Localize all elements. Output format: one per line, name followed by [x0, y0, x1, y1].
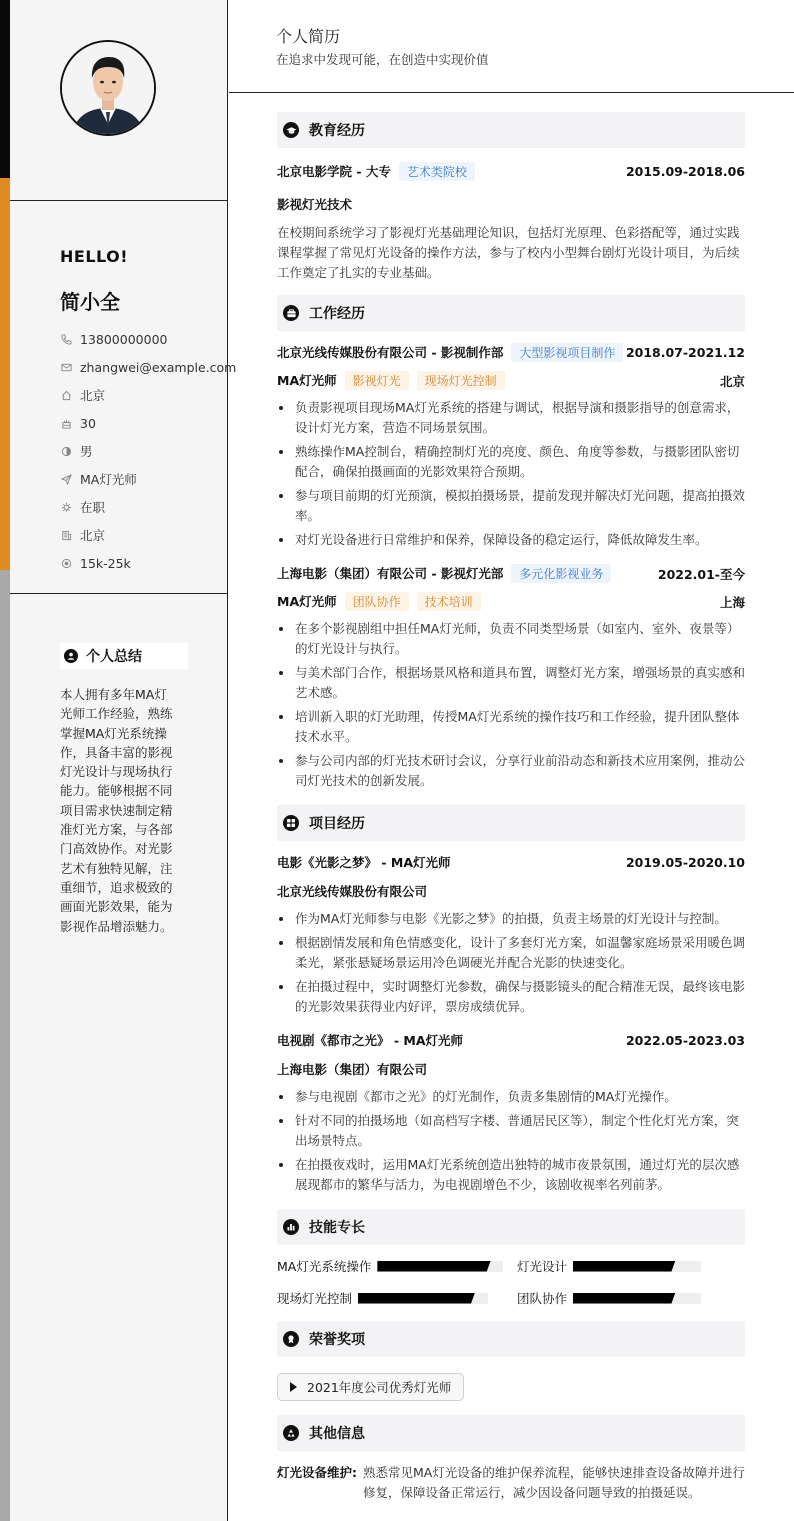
user-icon	[64, 649, 78, 663]
info-email	[60, 353, 236, 381]
other-item	[277, 1463, 745, 1503]
info-home-text: 北京	[80, 388, 106, 403]
person-name: 简小全	[60, 290, 120, 314]
job-date: 2022.01-至今	[657, 566, 745, 582]
project-name: 电影《光影之梦》 - MA灯光师	[277, 855, 451, 870]
recycle-icon	[283, 1425, 299, 1441]
skill-name: 灯光设计	[517, 1259, 568, 1274]
job-header	[277, 343, 745, 362]
info-location-text: 北京	[80, 528, 106, 543]
job-date: 2018.07-2021.12	[625, 345, 745, 360]
info-phone-text: 13800000000	[80, 331, 168, 347]
job-item	[277, 564, 745, 791]
education-desc: 在校期间系统学习了影视灯光基础理论知识，包括灯光原理、色彩搭配等，通过实践课程掌握了常见灯光设备的操作方法，参与了校内小型舞台剧灯光设计项目，为后续工作奠定了扎实的专业基础。	[277, 225, 740, 280]
salary-icon	[60, 557, 72, 569]
awards-list	[277, 1373, 745, 1401]
other-label: 灯光设备维护:	[277, 1465, 357, 1480]
color-strip	[0, 0, 10, 1521]
divider	[10, 200, 228, 201]
job-role-row	[277, 371, 745, 390]
skills-grid	[277, 1257, 745, 1307]
list-item: 对灯光设备进行日常维护和保养，保障设备的稳定运行，降低故障发生率。	[277, 530, 745, 550]
work-heading	[277, 295, 745, 331]
skills-heading	[277, 1209, 745, 1245]
project-item	[277, 1031, 745, 1195]
list-item: 参与电视剧《都市之光》的灯光制作，负责多集剧情的MA灯光操作。	[277, 1087, 745, 1107]
job-role: MA灯光师	[277, 594, 337, 609]
home-icon	[60, 389, 72, 401]
education-date: 2015.09-2018.06	[625, 164, 745, 179]
skill-tag: 技术培训	[417, 592, 481, 611]
list-item: 根据剧情发展和角色情感变化，设计了多套灯光方案，如温馨家庭场景采用暖色调柔光，紧张悬疑场景运用冷色调硬光并配合光影的快速变化。	[277, 933, 745, 973]
job-role: MA灯光师	[277, 373, 337, 388]
strip-orange	[0, 178, 10, 570]
building-icon	[60, 529, 72, 541]
grid-icon	[283, 815, 299, 831]
info-position	[60, 465, 236, 493]
job-city: 上海	[719, 594, 745, 610]
company-tag: 大型影视项目制作	[511, 343, 623, 362]
project-item	[277, 853, 745, 1017]
job-role-row	[277, 592, 745, 611]
info-gender	[60, 437, 236, 465]
info-age	[60, 409, 236, 437]
award-text: 2021年度公司优秀灯光师	[307, 1380, 452, 1395]
list-item: 在多个影视剧组中担任MA灯光师，负责不同类型场景（如室内、室外、夜景等）的灯光设计与执行。	[277, 619, 745, 659]
job-item	[277, 343, 745, 550]
education-row	[277, 162, 745, 181]
play-icon	[290, 1382, 297, 1392]
info-position-text: MA灯光师	[80, 472, 137, 487]
skill-item	[517, 1289, 745, 1307]
skill-bar-fill	[377, 1261, 490, 1272]
award-icon	[283, 1331, 299, 1347]
skill-tag: 现场灯光控制	[417, 371, 505, 390]
skill-bar	[573, 1261, 701, 1272]
other-title: 其他信息	[309, 1426, 365, 1442]
skill-tag: 影视灯光	[345, 371, 409, 390]
company-tag: 多元化影视业务	[511, 564, 611, 583]
info-phone	[60, 325, 236, 353]
hello-text: HELLO!	[60, 247, 129, 266]
list-item: 熟练操作MA控制台，精确控制灯光的亮度、颜色、角度等参数，与摄影团队密切配合，确保拍摄画面的光影效果符合预期。	[277, 442, 745, 482]
strip-gray	[0, 570, 10, 1521]
school-name: 北京电影学院 - 大专	[277, 164, 391, 179]
other-text: 熟悉常见MA灯光设备的维护保养流程，能够快速排查设备故障并进行修复，保障设备正常运行，减少因设备问题导致的拍摄延误。	[363, 1465, 745, 1500]
summary-text: 本人拥有多年MA灯光师工作经验，熟练掌握MA灯光系统操作，具备丰富的影视灯光设计与现场执行能力。能够根据不同项目需求快速制定精准灯光方案，与各部门高效协作。对光影艺术有独特见解，注重细节，追求极致的画面光影效果，能为影视作品增添魅力。	[60, 687, 173, 934]
project-name: 电视剧《都市之光》 - MA灯光师	[277, 1033, 464, 1048]
project-header	[277, 1031, 745, 1049]
age-icon	[60, 417, 72, 429]
page-subtitle: 在追求中发现可能，在创造中实现价值	[276, 52, 489, 67]
page-title: 个人简历	[276, 27, 341, 46]
skill-item	[277, 1289, 517, 1307]
skill-bar	[573, 1293, 701, 1304]
skill-bar-fill	[573, 1293, 675, 1304]
info-home	[60, 381, 236, 409]
info-salary	[60, 549, 236, 577]
company-name: 北京光线传媒股份有限公司 - 影视制作部	[277, 345, 504, 360]
skill-item	[277, 1257, 517, 1275]
list-item: 在拍摄过程中，实时调整灯光参数，确保与摄影镜头的配合精准无误，最终该电影的光影效果获得业内好评，票房成绩优异。	[277, 977, 745, 1017]
company-name: 上海电影（集团）有限公司 - 影视灯光部	[277, 566, 504, 581]
list-item: 针对不同的拍摄场地（如高档写字楼、普通居民区等），制定个性化灯光方案，突出场景特点。	[277, 1111, 745, 1151]
projects-title: 项目经历	[309, 816, 365, 832]
summary-title: 个人总结	[86, 649, 142, 665]
skill-item	[517, 1257, 745, 1275]
honors-heading	[277, 1321, 745, 1357]
list-item: 培训新入职的灯光助理，传授MA灯光系统的操作技巧和工作经验，提升团队整体技术水平。	[277, 707, 745, 747]
project-date: 2019.05-2020.10	[625, 854, 745, 870]
info-location	[60, 521, 236, 549]
info-email-text: zhangwei@example.com	[80, 359, 237, 375]
list-item: 参与项目前期的灯光预演，模拟拍摄场景，提前发现并解决灯光问题，提高拍摄效率。	[277, 486, 745, 526]
project-bullets	[277, 909, 745, 1017]
briefcase-icon	[283, 305, 299, 321]
project-date: 2022.05-2023.03	[625, 1032, 745, 1048]
job-bullets	[277, 619, 745, 791]
skill-name: MA灯光系统操作	[277, 1259, 372, 1274]
info-salary-text: 15k-25k	[80, 555, 131, 571]
gender-icon	[60, 445, 72, 457]
skill-bar	[377, 1261, 503, 1272]
education-heading	[277, 112, 745, 148]
contact-list	[60, 325, 236, 577]
avatar	[60, 40, 156, 136]
project-header	[277, 853, 745, 871]
list-item: 作为MA灯光师参与电影《光影之梦》的拍摄，负责主场景的灯光设计与控制。	[277, 909, 745, 929]
project-org: 上海电影（集团）有限公司	[277, 1062, 428, 1077]
graduation-cap-icon	[283, 122, 299, 138]
skill-bar-fill	[358, 1293, 475, 1304]
skill-tag: 团队协作	[345, 592, 409, 611]
other-heading	[277, 1415, 745, 1451]
mail-icon	[60, 361, 72, 373]
bar-chart-icon	[283, 1219, 299, 1235]
skill-name: 团队协作	[517, 1291, 568, 1306]
summary-heading	[60, 643, 188, 669]
project-bullets	[277, 1087, 745, 1195]
divider	[10, 593, 228, 594]
school-tag: 艺术类院校	[399, 162, 475, 181]
award-item	[277, 1373, 464, 1401]
main-content	[277, 112, 745, 1503]
list-item: 参与公司内部的灯光技术研讨会议，分享行业前沿动态和新技术应用案例，推动公司灯光技术的创新发展。	[277, 751, 745, 791]
send-icon	[60, 473, 72, 485]
skills-title: 技能专长	[309, 1220, 365, 1236]
list-item: 负责影视项目现场MA灯光系统的搭建与调试，根据导演和摄影指导的创意需求，设计灯光方案，营造不同场景氛围。	[277, 398, 745, 438]
phone-icon	[60, 333, 72, 345]
list-item: 在拍摄夜戏时，运用MA灯光系统创造出独特的城市夜景氛围，通过灯光的层次感展现都市的繁华与活力，为电视剧增色不少，该剧收视率名列前茅。	[277, 1155, 745, 1195]
info-gender-text: 男	[80, 444, 93, 459]
honors-title: 荣誉奖项	[309, 1332, 365, 1348]
work-title: 工作经历	[309, 306, 365, 322]
strip-black	[0, 0, 10, 178]
project-org: 北京光线传媒股份有限公司	[277, 884, 428, 899]
info-age-text: 30	[80, 415, 96, 431]
list-item: 与美术部门合作，根据场景风格和道具布置，调整灯光方案，增强场景的真实感和艺术感。	[277, 663, 745, 703]
job-bullets	[277, 398, 745, 550]
skill-bar-fill	[573, 1261, 675, 1272]
projects-heading	[277, 805, 745, 841]
major: 影视灯光技术	[277, 197, 353, 212]
education-title: 教育经历	[309, 123, 365, 139]
info-status-text: 在职	[80, 500, 106, 515]
job-city: 北京	[719, 373, 745, 389]
skill-name: 现场灯光控制	[277, 1291, 353, 1306]
sidebar	[10, 0, 237, 1521]
job-header	[277, 564, 745, 583]
status-icon	[60, 501, 72, 513]
info-status	[60, 493, 236, 521]
skill-bar	[358, 1293, 488, 1304]
page-header	[229, 0, 794, 93]
